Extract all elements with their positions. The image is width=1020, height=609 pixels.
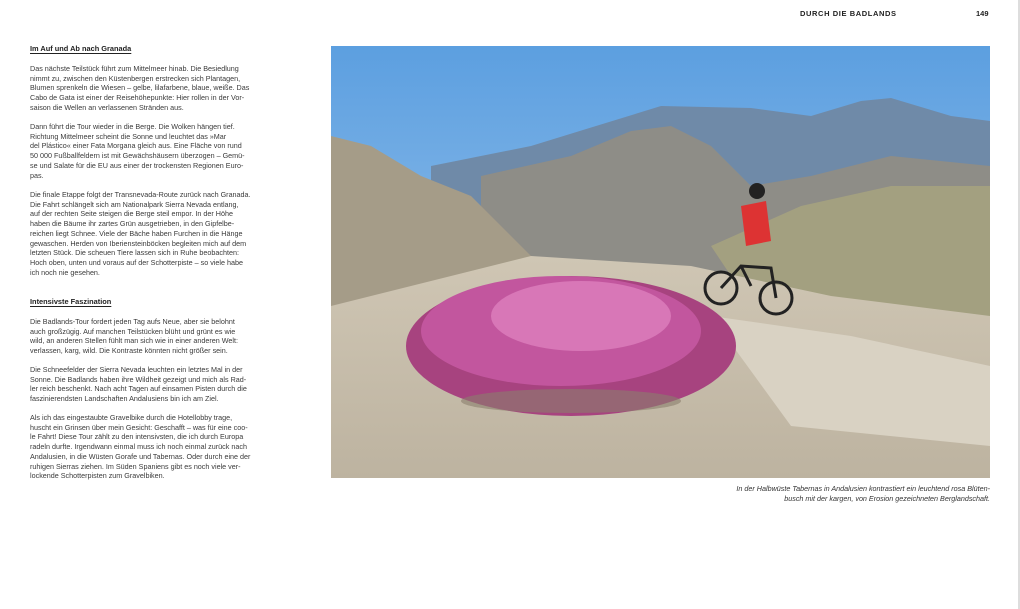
section-heading: Im Auf und Ab nach Granada — [30, 44, 132, 53]
text-line: gewaschen. Herden von Iberiensteinböcken begleiten mich auf dem — [30, 238, 247, 248]
text-line: radeln durfte. Irgendwann einmal muss ich noch einmal zurück nach — [30, 442, 247, 452]
text-line: Cabo de Gata ist einer der Reisehöhepunkte: Hier rollen in der Vor- — [30, 93, 245, 103]
text-line: Die finale Etappe folgt der Transnevada-Route zurück nach Granada. — [30, 190, 251, 199]
text-line: Sonne. Die Badlands haben ihre Wildheit gezeigt und mich als Rad- — [30, 374, 247, 384]
text-line: Das nächste Teilstück führt zum Mittelmeer hinab. Die Besiedlung — [30, 64, 239, 73]
caption-line: In der Halbwüste Tabernas in Andalusien kontrastiert ein leuchtend rosa Blüten- — [736, 484, 990, 493]
text-line: Die Badlands-Tour fordert jeden Tag aufs Neue, aber sie belohnt — [30, 317, 235, 326]
landscape-photo — [331, 46, 990, 478]
paragraph — [30, 190, 275, 277]
text-line: Hoch oben, unten und voraus auf der Schotterpiste – so viele habe — [30, 257, 243, 267]
text-line: nimmt zu, zwischen den Küstenbergen erstrecken sich Plantagen, — [30, 73, 241, 83]
paragraph — [30, 64, 275, 113]
text-line: letzten Stück. Die scheuen Tiere lassen sich in Ruhe beobachten: — [30, 248, 239, 258]
paragraph — [30, 317, 275, 356]
text-line: se und Salate für die EU aus einer der trockensten Regionen Euro- — [30, 160, 244, 170]
text-line: del Plástico« einer Fata Morgana gleich aus. Eine Fläche von rund — [30, 141, 242, 151]
text-line: lockende Schotterpisten zum Gravelbiken. — [30, 471, 165, 481]
text-line: Die Schneefelder der Sierra Nevada leuchten ein letztes Mal in der — [30, 365, 243, 374]
text-line: Blumen sprenkeln die Wiesen – gelbe, lilafarbene, blaue, weiße. Das — [30, 83, 250, 93]
text-line: Die Fahrt schlängelt sich am Nationalpark Sierra Nevada entlang, — [30, 199, 239, 209]
text-line: haben die Bäume ihr zartes Grün ausgetrieben, in den Gipfelbe- — [30, 219, 235, 229]
text-line: Richtung Mittelmeer scheint die Sonne und leuchtet das »Mar — [30, 131, 227, 141]
text-line: Andalusien, in die Wüsten Gorafe und Tabernas. Oder durch eine der — [30, 451, 251, 461]
paragraph — [30, 122, 275, 180]
text-line: 50 000 Fußballfeldern ist mit Gewächshäusern überzogen – Gemü- — [30, 151, 245, 161]
text-line: ler reich beschenkt. Nach acht Tagen auf einsamen Pisten durch die — [30, 384, 247, 394]
caption-line: busch mit der kargen, von Erosion gezeichneten Berglandschaft. — [784, 493, 990, 503]
section-heading: Intensivste Faszination — [30, 297, 112, 306]
text-line: reichen liegt Schnee. Viele der Bäche haben Furchen in die Hänge — [30, 228, 243, 238]
text-line: ruhigen Sierras ziehen. Im Süden Spaniens gibt es noch viele ver- — [30, 461, 241, 471]
text-line: auf der rechten Seite steigen die Berge steil empor. In der Höhe — [30, 209, 233, 219]
text-line: saison die Wellen an verlassenen Stränden aus. — [30, 102, 184, 112]
text-line: verlassen, karg, wild. Die Kontraste könnten nicht größer sein. — [30, 346, 228, 356]
text-line: auch großzügig. Auf manchen Teilstücken blüht und grünt es wie — [30, 326, 236, 336]
photo-caption — [736, 484, 990, 503]
text-line: pas. — [30, 170, 44, 180]
running-head: DURCH DIE BADLANDS — [800, 9, 897, 18]
text-line: faszinierendsten Landschaften Andalusiens bin ich am Ziel. — [30, 394, 219, 404]
text-line: wild, an anderen Stellen fühlt man sich wie in einer anderen Welt: — [30, 336, 239, 346]
text-line: Als ich das eingestaubte Gravelbike durch die Hotellobby trage, — [30, 413, 233, 422]
paragraph — [30, 413, 275, 481]
text-line: le Fahrt! Diese Tour zählt zu den intensivsten, die ich durch Europa — [30, 432, 244, 442]
text-line: ich noch nie gesehen. — [30, 267, 100, 277]
text-line: Dann führt die Tour wieder in die Berge. Die Wolken hängen tief. — [30, 122, 235, 131]
page-number: 149 — [976, 9, 989, 18]
paragraph — [30, 365, 275, 404]
text-line: huscht ein Grinsen über mein Gesicht: Geschafft – was für eine coo- — [30, 422, 248, 432]
